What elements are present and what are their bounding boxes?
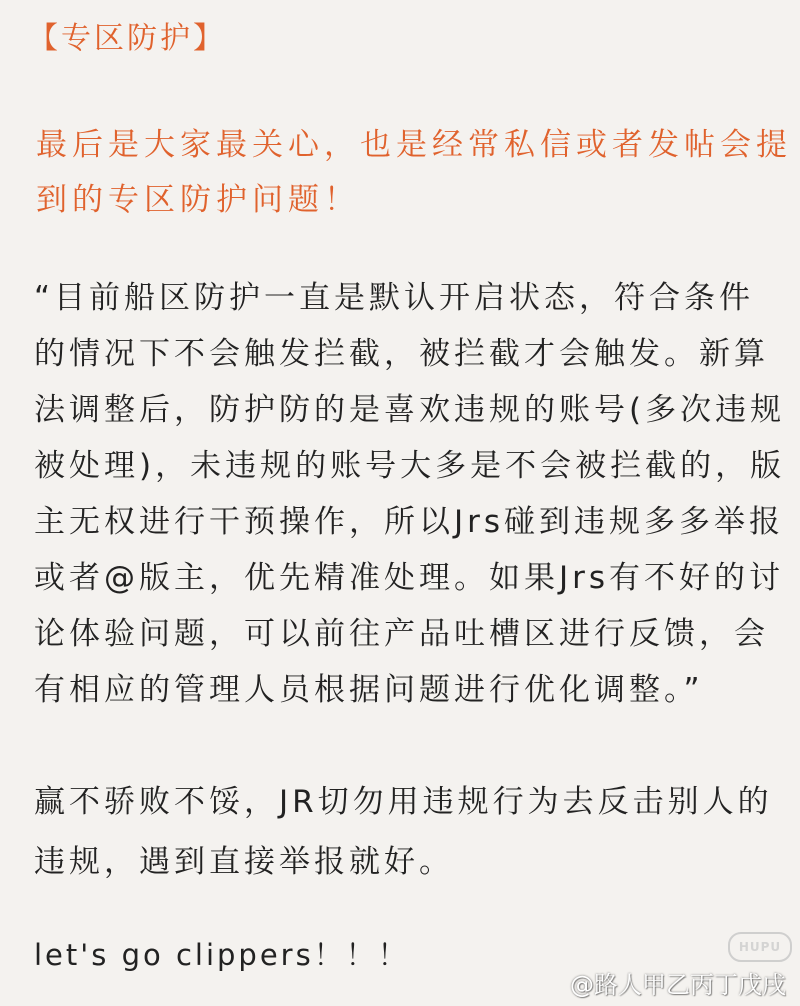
quote-line: 主无权进行干预操作，所以Jrs碰到违规多多举报 bbox=[34, 504, 785, 540]
body-paragraph bbox=[34, 772, 784, 892]
quote-line: 论体验问题，可以前往产品吐槽区进行反馈，会 bbox=[34, 616, 769, 652]
quote-line: 的情况下不会触发拦截，被拦截才会触发。新算 bbox=[34, 336, 769, 372]
quote-line: “目前船区防护一直是默认开启状态，符合条件 bbox=[34, 280, 755, 316]
paragraph-line: 违规，遇到直接举报就好。 bbox=[34, 844, 454, 880]
author-watermark: @路人甲乙丙丁戊戌 bbox=[570, 971, 786, 999]
headline bbox=[36, 118, 792, 228]
closing-line: let's go clippers！！！ bbox=[34, 938, 410, 972]
quote-line: 被处理)，未违规的账号大多是不会被拦截的，版 bbox=[34, 448, 786, 484]
headline-line: 最后是大家最关心，也是经常私信或者发帖会提 bbox=[36, 127, 792, 163]
quote-block bbox=[34, 270, 784, 718]
quote-line: 有相应的管理人员根据问题进行优化调整。” bbox=[34, 672, 704, 708]
quote-line: 或者@版主，优先精准处理。如果Jrs有不好的讨 bbox=[34, 560, 785, 596]
hupu-logo: HUPU bbox=[728, 932, 792, 962]
headline-line: 到的专区防护问题！ bbox=[36, 182, 360, 218]
paragraph-line: 赢不骄败不馁，JR切勿用违规行为去反击别人的 bbox=[34, 784, 773, 820]
quote-line: 法调整后，防护防的是喜欢违规的账号(多次违规 bbox=[34, 392, 786, 428]
section-tag: 【专区防护】 bbox=[28, 21, 226, 56]
